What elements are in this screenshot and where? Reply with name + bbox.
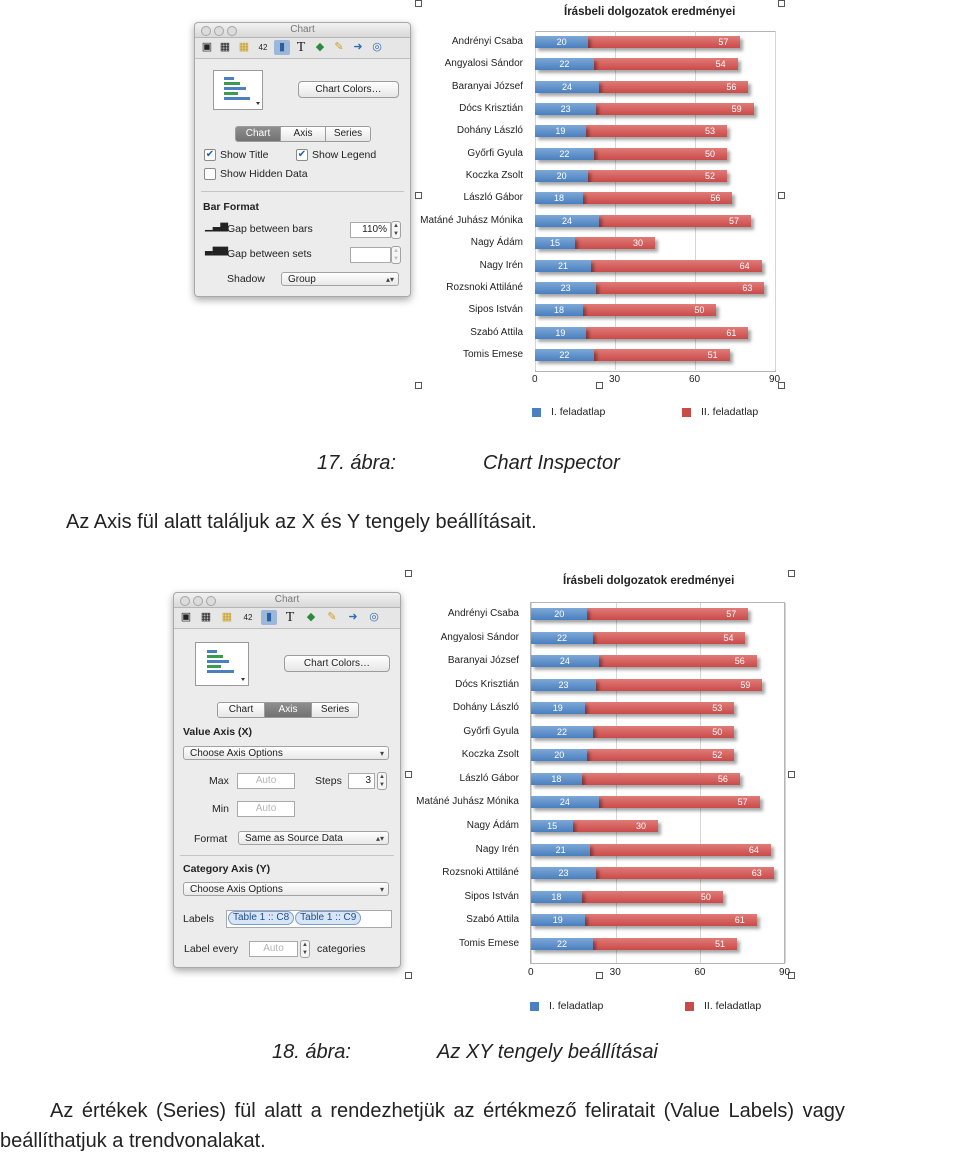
data-label: 23 <box>560 282 571 293</box>
data-label: 20 <box>554 609 565 619</box>
bar-series-2[interactable] <box>586 327 749 339</box>
axis-inspector-window <box>173 592 401 968</box>
dropdown-arrow-icon: ▾ <box>379 749 384 758</box>
category-label: Nagy Ádám <box>470 237 523 249</box>
show-legend-label: Show Legend <box>312 149 377 161</box>
bar-series-2[interactable] <box>599 796 760 808</box>
data-label: 23 <box>560 104 571 115</box>
category-label: Koczka Zsolt <box>465 170 523 182</box>
chart-colors-button[interactable]: Chart Colors… <box>284 655 390 672</box>
data-label: 30 <box>633 238 644 249</box>
chart-inspector-icon[interactable]: ▮ <box>274 40 290 55</box>
tab-series[interactable]: Series <box>312 703 358 717</box>
chart-colors-button[interactable]: Chart Colors… <box>298 81 399 98</box>
chart-title: Írásbeli dolgozatok eredményei <box>564 6 736 18</box>
window-titlebar <box>195 23 410 38</box>
quicktime-inspector-icon[interactable]: ◎ <box>372 41 382 53</box>
paragraph-2-line-2: beállíthatjuk a trendvonalakat. <box>0 1130 266 1152</box>
bar-series-2[interactable] <box>596 867 774 879</box>
data-label: 18 <box>554 305 565 316</box>
window-title: Chart <box>274 594 300 605</box>
data-label: 56 <box>734 656 745 667</box>
show-hidden-data-label: Show Hidden Data <box>220 168 308 180</box>
bar-series-2[interactable] <box>596 679 763 691</box>
figure-1-caption-number: 17. ábra: <box>317 452 396 474</box>
graphic-inspector-icon[interactable]: ◆ <box>315 41 325 53</box>
document-inspector-icon[interactable]: ▣ <box>201 41 213 53</box>
x-tick-label: 0 <box>528 967 534 978</box>
data-label: 50 <box>705 148 716 159</box>
category-axis-options-select[interactable] <box>183 882 389 896</box>
max-field[interactable]: Auto <box>237 773 295 789</box>
gap-between-sets-label: Gap between sets <box>227 248 312 260</box>
data-label: 24 <box>559 656 570 667</box>
category-label: Andrényi Csaba <box>451 36 523 47</box>
labels-label: Labels <box>183 913 214 925</box>
table-inspector-icon[interactable]: ▦ <box>221 611 233 623</box>
x-tick-label: 30 <box>609 967 621 978</box>
category-label: Tomis Emese <box>458 937 519 949</box>
data-label: 63 <box>742 282 753 293</box>
legend-swatch-series-2 <box>685 1002 694 1011</box>
category-label: Koczka Zsolt <box>461 749 519 761</box>
layout-inspector-icon[interactable]: ▦ <box>219 41 231 53</box>
window-title: Chart <box>290 24 315 35</box>
tab-series[interactable]: Series <box>326 127 370 141</box>
bar-series-2[interactable] <box>587 608 748 620</box>
data-label: 20 <box>556 171 567 182</box>
data-label: 23 <box>558 868 569 879</box>
data-label: 50 <box>694 305 705 316</box>
chart-2[interactable] <box>400 570 800 1015</box>
data-label: 59 <box>731 104 742 115</box>
category-label: László Gábor <box>463 192 523 204</box>
data-label: 19 <box>552 915 563 926</box>
category-label: Sipos István <box>464 890 519 902</box>
bar-series-2[interactable] <box>596 282 764 294</box>
steps-stepper[interactable]: ▲ ▼ <box>377 772 387 790</box>
data-label: 30 <box>636 820 647 831</box>
label-every-field[interactable]: Auto <box>249 941 298 957</box>
categories-label: categories <box>317 943 366 955</box>
data-label: 20 <box>556 37 567 47</box>
figure-2-caption-number: 18. ábra: <box>272 1041 351 1063</box>
category-label: Matáné Juhász Mónika <box>416 796 519 808</box>
gap-bars-icon: ▁▃▆ <box>205 221 229 232</box>
labels-token[interactable]: Table 1 :: C9 <box>295 911 361 925</box>
data-label: 20 <box>554 750 565 761</box>
chart-1[interactable] <box>410 0 790 420</box>
inspector-tabs <box>217 702 359 718</box>
data-label: 52 <box>712 750 723 761</box>
category-axis-options-value: Choose Axis Options <box>190 884 283 895</box>
data-label: 21 <box>558 260 569 271</box>
data-label: 21 <box>555 844 566 855</box>
data-label: 56 <box>726 81 737 92</box>
data-label: 22 <box>559 349 570 360</box>
bar-format-heading: Bar Format <box>203 201 260 213</box>
data-label: 59 <box>740 679 751 690</box>
data-label: 54 <box>723 632 734 643</box>
show-hidden-data-checkbox[interactable] <box>204 168 216 180</box>
bar-series-2[interactable] <box>599 655 757 667</box>
x-tick-label: 90 <box>769 374 781 385</box>
category-label: Andrényi Csaba <box>447 608 519 619</box>
document-inspector-icon[interactable]: ▣ <box>180 611 192 623</box>
format-select[interactable] <box>238 831 389 845</box>
graphic-inspector-icon[interactable]: ◆ <box>306 611 316 623</box>
labels-field[interactable] <box>226 910 392 928</box>
data-label: 22 <box>557 938 568 949</box>
inspector-toolbar <box>195 38 410 59</box>
data-label: 64 <box>739 260 750 271</box>
category-label: Matáné Juhász Mónika <box>420 214 523 226</box>
data-label: 53 <box>712 703 723 714</box>
label-every-label: Label every <box>184 943 239 955</box>
metrics-inspector-icon[interactable]: ✎ <box>327 611 337 623</box>
hyperlink-inspector-icon[interactable]: ➜ <box>353 41 363 53</box>
data-label: 22 <box>559 148 570 159</box>
data-label: 24 <box>562 215 573 226</box>
data-label: 56 <box>717 773 728 784</box>
data-label: 56 <box>710 193 721 204</box>
category-label: Dócs Krisztián <box>459 103 523 115</box>
data-label: 24 <box>559 797 570 808</box>
chart-type-preview[interactable] <box>213 70 263 110</box>
bar-series-2[interactable] <box>591 260 762 272</box>
data-label: 61 <box>734 915 745 926</box>
updown-arrow-icon: ▴▾ <box>375 834 384 843</box>
data-label: 53 <box>705 126 716 137</box>
legend-label-series-2: II. feladatlap <box>701 406 759 418</box>
figure-2-caption-title: Az XY tengely beállításai <box>437 1041 658 1063</box>
data-label: 61 <box>726 327 737 338</box>
category-label: Rozsnoki Attiláné <box>442 867 519 879</box>
dropdown-arrow-icon: ▾ <box>379 885 384 894</box>
data-label: 19 <box>555 327 566 338</box>
data-label: 18 <box>554 193 565 204</box>
show-title-label: Show Title <box>220 149 269 161</box>
data-label: 51 <box>715 938 726 949</box>
chart-inspector-window <box>194 22 411 297</box>
window-titlebar <box>174 593 400 608</box>
tab-chart[interactable]: Chart <box>236 127 281 141</box>
text-inspector-icon[interactable]: T <box>285 610 295 625</box>
data-label: 50 <box>700 891 711 902</box>
category-label: Tomis Emese <box>462 348 523 360</box>
x-tick-label: 60 <box>689 374 701 385</box>
data-label: 15 <box>547 820 558 831</box>
gap-between-bars-field[interactable]: 110% <box>350 222 391 238</box>
data-label: 54 <box>715 59 726 70</box>
data-label: 24 <box>562 81 573 92</box>
paragraph-2-line-1: Az értékek (Series) fül alatt a rendezhetjük az értékmező feliratait (Value Labels) vagy <box>50 1100 845 1122</box>
cell-format-icon[interactable]: 42 <box>243 613 253 622</box>
data-label: 22 <box>559 59 570 70</box>
hyperlink-inspector-icon[interactable]: ➜ <box>348 611 358 623</box>
category-label: Győrfi Gyula <box>463 725 519 737</box>
shadow-select[interactable] <box>281 272 399 286</box>
chart-title: Írásbeli dolgozatok eredményei <box>563 575 735 587</box>
x-tick-label: 30 <box>609 374 621 385</box>
value-axis-options-value: Choose Axis Options <box>190 748 283 759</box>
gap-between-bars-label: Gap between bars <box>227 223 313 235</box>
legend-label-series-1: I. feladatlap <box>549 1000 604 1012</box>
category-label: Nagy Irén <box>479 259 523 271</box>
gap-sets-icon: ▃▆▆ <box>205 245 229 256</box>
min-field[interactable]: Auto <box>237 801 295 817</box>
data-label: 57 <box>737 797 748 808</box>
data-label: 19 <box>552 703 563 714</box>
chart-inspector-icon[interactable]: ▮ <box>261 610 277 625</box>
chart-type-icon <box>196 643 248 685</box>
category-label: Dohány László <box>452 702 519 714</box>
category-axis-heading: Category Axis (Y) <box>183 863 271 875</box>
x-tick-label: 90 <box>779 967 791 978</box>
category-label: Dohány László <box>456 125 523 137</box>
section-divider <box>180 855 394 856</box>
show-title-checkbox[interactable]: ✔ <box>205 149 215 160</box>
legend-label-series-2: II. feladatlap <box>704 1000 762 1012</box>
bar-series-2[interactable] <box>590 844 771 856</box>
metrics-inspector-icon[interactable]: ✎ <box>334 41 344 53</box>
x-tick-label: 0 <box>532 374 538 385</box>
format-select-value: Same as Source Data <box>245 833 343 844</box>
x-tick-label: 60 <box>694 967 706 978</box>
inspector-toolbar <box>174 608 400 629</box>
data-label: 63 <box>751 868 762 879</box>
layout-inspector-icon[interactable]: ▦ <box>200 611 212 623</box>
tab-axis[interactable]: Axis <box>281 127 326 141</box>
data-label: 22 <box>557 726 568 737</box>
shadow-label: Shadow <box>227 273 265 285</box>
chart-type-icon <box>214 71 262 109</box>
value-axis-options-select[interactable] <box>183 746 389 760</box>
data-label: 64 <box>748 844 759 855</box>
labels-token[interactable]: Table 1 :: C8 <box>228 911 294 925</box>
category-label: Angyalosi Sándor <box>440 631 519 643</box>
category-label: Nagy Ádám <box>466 819 519 831</box>
category-label: László Gábor <box>459 772 519 784</box>
category-label: Rozsnoki Attiláné <box>446 281 523 293</box>
quicktime-inspector-icon[interactable]: ◎ <box>369 611 379 623</box>
cell-format-icon[interactable]: 42 <box>258 43 268 52</box>
category-label: Nagy Irén <box>475 843 519 855</box>
legend-label-series-1: I. feladatlap <box>551 406 606 418</box>
bar-series-2[interactable] <box>585 914 757 926</box>
bar-series-2[interactable] <box>596 103 753 115</box>
min-label: Min <box>212 803 229 815</box>
category-label: Angyalosi Sándor <box>444 58 523 70</box>
gap-between-sets-field[interactable] <box>350 247 391 263</box>
max-label: Max <box>209 775 229 787</box>
category-label: Dócs Krisztián <box>455 678 519 690</box>
shadow-select-value: Group <box>288 274 316 285</box>
category-label: Baranyai József <box>451 80 523 92</box>
inspector-tabs <box>235 126 371 142</box>
legend-swatch-series-1 <box>532 408 541 417</box>
legend-swatch-series-1 <box>530 1002 539 1011</box>
gap-sets-stepper[interactable]: ▲ ▼ <box>391 246 401 264</box>
figure-1-caption-title: Chart Inspector <box>483 452 620 474</box>
data-label: 57 <box>718 37 729 47</box>
category-label: Baranyai József <box>447 655 519 667</box>
data-label: 18 <box>551 773 562 784</box>
data-label: 51 <box>707 349 718 360</box>
data-label: 57 <box>729 215 740 226</box>
tab-axis[interactable]: Axis <box>265 703 312 717</box>
data-label: 18 <box>551 891 562 902</box>
gap-bars-stepper[interactable]: ▲ ▼ <box>391 221 401 239</box>
bar-series-2[interactable] <box>582 773 740 785</box>
category-label: Győrfi Gyula <box>467 147 523 159</box>
data-label: 57 <box>726 609 737 619</box>
category-label: Szabó Attila <box>470 326 523 338</box>
value-axis-heading: Value Axis (X) <box>183 726 253 738</box>
label-every-stepper[interactable]: ▲ ▼ <box>300 940 310 958</box>
paragraph-1: Az Axis fül alatt találjuk az X és Y tengely beállításait. <box>66 511 537 533</box>
chart-type-preview[interactable] <box>195 642 249 686</box>
data-label: 52 <box>705 171 716 182</box>
data-label: 23 <box>558 679 569 690</box>
category-label: Szabó Attila <box>466 914 519 926</box>
format-label: Format <box>194 833 228 845</box>
data-label: 22 <box>557 632 568 643</box>
show-legend-checkbox[interactable]: ✔ <box>297 149 307 160</box>
steps-label: Steps <box>315 775 342 787</box>
data-label: 50 <box>712 726 723 737</box>
text-inspector-icon[interactable]: T <box>296 40 306 55</box>
category-label: Sipos István <box>468 304 523 316</box>
tab-chart[interactable]: Chart <box>218 703 265 717</box>
updown-arrow-icon: ▴▾ <box>385 275 394 284</box>
table-inspector-icon[interactable]: ▦ <box>238 41 250 53</box>
steps-field[interactable]: 3 <box>348 773 375 789</box>
section-divider <box>201 191 404 192</box>
data-label: 15 <box>550 238 561 249</box>
data-label: 19 <box>555 126 566 137</box>
legend-swatch-series-2 <box>682 408 691 417</box>
